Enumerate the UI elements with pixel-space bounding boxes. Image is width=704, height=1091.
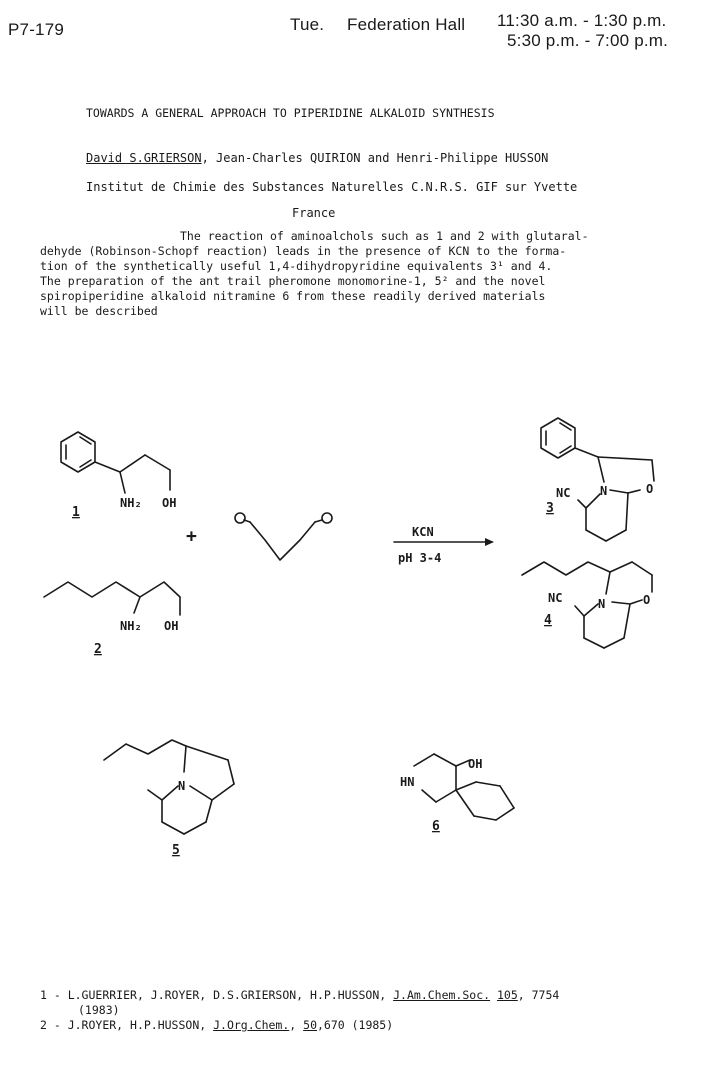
- carbonyl-o-right: [322, 513, 332, 523]
- reference-volume: 50: [303, 1018, 317, 1032]
- hydroxyl-label: OH: [162, 496, 177, 510]
- session-day: Tue.: [290, 15, 325, 34]
- hydroxyl-label: OH: [468, 757, 483, 771]
- compound-6-label: 6: [432, 819, 440, 834]
- compound-3-label: 3: [546, 501, 554, 516]
- co-authors: , Jean-Charles QUIRION and Henri-Philippe HUSSON: [201, 151, 549, 165]
- ring-nh-label: HN: [400, 775, 415, 789]
- compound-5-structure: [104, 740, 234, 834]
- glutaraldehyde-structure: [235, 513, 332, 560]
- reference-journal: J.Am.Chem.Soc.: [393, 988, 491, 1002]
- ring-nitrogen-label: N: [598, 597, 606, 611]
- compound-1-label: 1: [72, 505, 80, 520]
- compound-1-structure: [61, 432, 176, 510]
- reference-number: 1 -: [40, 988, 68, 1002]
- amine-label: NH₂: [120, 496, 142, 510]
- session-code: P7-179: [8, 20, 65, 39]
- reference-pages: , 7754: [517, 988, 560, 1002]
- abstract-line: will be described: [40, 304, 158, 318]
- compound-4-structure: [522, 562, 652, 648]
- time-slot-2: 5:30 p.m. - 7:00 p.m.: [507, 31, 669, 50]
- session-venue: Federation Hall: [347, 15, 466, 34]
- plus-sign: +: [186, 526, 197, 547]
- ring-oxygen-label: O: [646, 482, 654, 496]
- compound-6-structure: [400, 754, 514, 820]
- compound-5-label: 5: [172, 843, 180, 858]
- compound-4-label: 4: [544, 613, 552, 628]
- country: France: [292, 206, 336, 220]
- reference-number: 2 -: [40, 1018, 68, 1032]
- reference-authors: J.ROYER, H.P.HUSSON,: [67, 1018, 214, 1032]
- paper-title: TOWARDS A GENERAL APPROACH TO PIPERIDINE ALKALOID SYNTHESIS: [86, 106, 495, 120]
- nitrile-label: NC: [548, 591, 563, 605]
- abstract-line: The preparation of the ant trail pheromone monomorine-1, 5² and the novel: [40, 274, 546, 288]
- compound-2-label: 2: [94, 642, 102, 657]
- abstract-line: spiropiperidine alkaloid nitramine 6 from these readily derived materials: [40, 289, 546, 303]
- ring-oxygen-label: O: [643, 593, 651, 607]
- reference-pages: ,670 (1985): [317, 1018, 394, 1032]
- abstract-line: dehyde (Robinson-Schopf reaction) leads in the presence of KCN to the forma-: [40, 244, 567, 258]
- presenting-author: David S.GRIERSON: [86, 151, 202, 165]
- reaction-arrow: [394, 538, 494, 546]
- reference-volume: 105: [497, 988, 518, 1002]
- time-slot-1: 11:30 a.m. - 1:30 p.m.: [497, 11, 667, 30]
- compound-3-structure: [541, 418, 654, 541]
- reference-1: [40, 988, 559, 1002]
- reference-separator: [490, 988, 497, 1002]
- reference-1-year: (1983): [78, 1003, 120, 1017]
- reference-separator: ,: [289, 1018, 304, 1032]
- hydroxyl-label: OH: [164, 619, 179, 633]
- condition-label: pH 3-4: [398, 551, 442, 565]
- reference-2: [40, 1018, 393, 1032]
- ring-nitrogen-label: N: [600, 484, 608, 498]
- reference-authors: L.GUERRIER, J.ROYER, D.S.GRIERSON, H.P.HUSSON,: [67, 988, 394, 1002]
- institute: Institut de Chimie des Substances Naturelles C.N.R.S. GIF sur Yvette: [86, 180, 578, 194]
- abstract-line: tion of the synthetically useful 1,4-dihydropyridine equivalents 3¹ and 4.: [40, 259, 553, 273]
- reference-journal: J.Org.Chem.: [213, 1018, 290, 1032]
- compound-2-structure: [44, 582, 180, 633]
- abstract-line: The reaction of aminoalchols such as 1 and 2 with glutaral-: [180, 229, 589, 243]
- amine-label: NH₂: [120, 619, 142, 633]
- reagent-label: KCN: [412, 525, 434, 539]
- carbonyl-o-left: [235, 513, 245, 523]
- ring-nitrogen-label: N: [178, 779, 186, 793]
- nitrile-label: NC: [556, 486, 571, 500]
